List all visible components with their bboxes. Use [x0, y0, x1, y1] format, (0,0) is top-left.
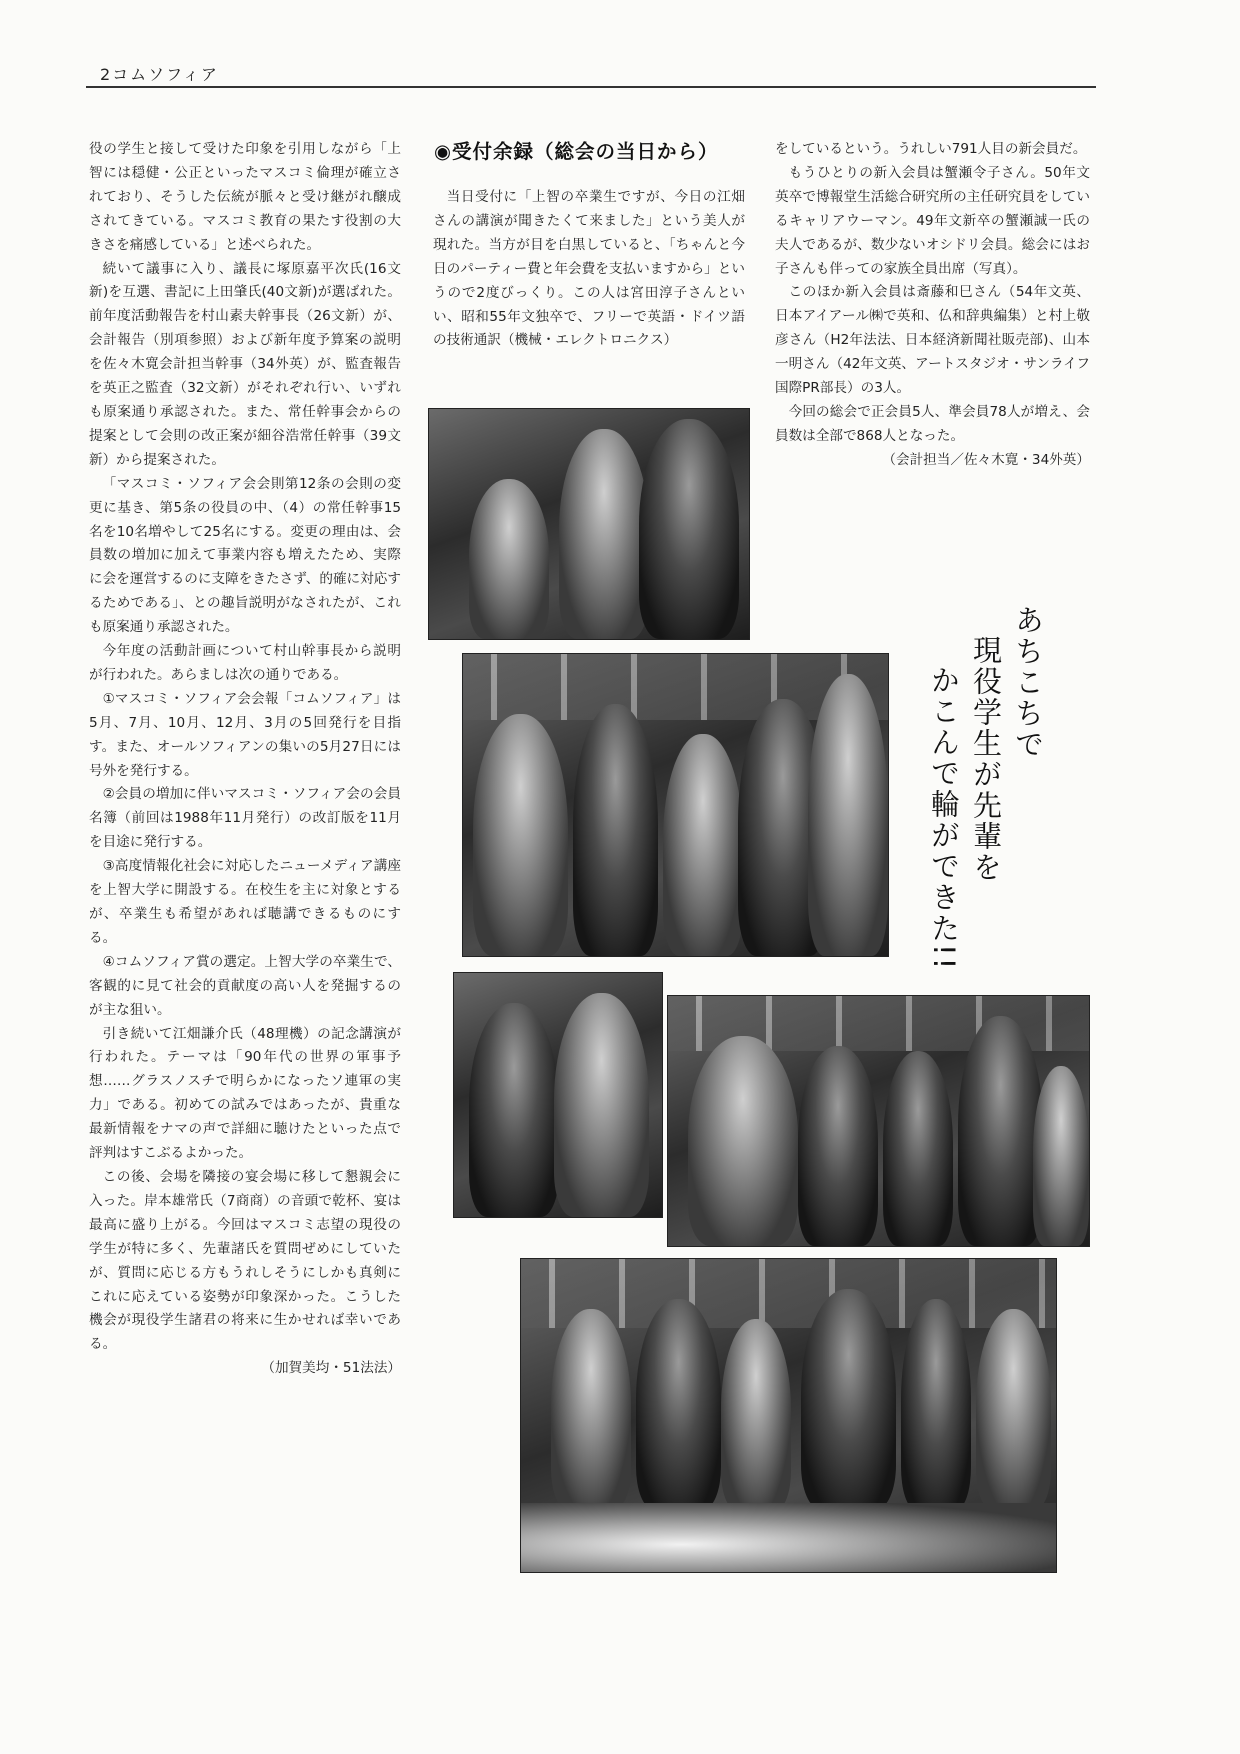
header-rule [86, 86, 1096, 88]
paragraph: ②会員の増加に伴いマスコミ・ソフィア会の会員名簿（前回は1988年11月発行）の改訂版を11月を目途に発行する。 [89, 786, 401, 851]
paragraph: 続いて議事に入り、議長に塚原嘉平次氏(16文新)を互選、書記に上田肇氏(40文新)が選ばれた。前年度活動報告を村山素夫幹事長（26文新）が、会計報告（別項参照）および新年度予算案の説明を佐々木寛会計担当幹事（34外英）が、監査報告を英正之監査（32文新）がそれぞれ行い、いずれも原案通り承認された。また、常任幹事会からの提案として会則の改正案が細谷浩常任幹事（39文新）から提案された。 [89, 260, 401, 468]
column-2 [433, 186, 745, 353]
section-title: ◉受付余録（総会の当日から） [434, 140, 719, 163]
photo-banquet [520, 1258, 1057, 1573]
paragraph: ③高度情報化社会に対応したニューメディア講座を上智大学に開設する。在校生を主に対象とするが、卒業生も希望があれば聴講できるものにする。 [89, 858, 401, 946]
photo-seniors-students [667, 995, 1090, 1247]
paragraph: ①マスコミ・ソフィア会会報「コムソフィア」は5月、7月、10月、12月、3月の5回発行を目指す。また、オールソフィアンの集いの5月27日には号外を発行する。 [89, 690, 401, 779]
photo-conversation [453, 972, 663, 1218]
paragraph: 今年度の活動計画について村山幹事長から説明が行われた。あらましは次の通りである。 [89, 643, 401, 683]
author-signature: （会計担当／佐々木寛・34外英） [882, 451, 1090, 468]
paragraph: このほか新入会員は斎藤和巳さん（54年文英、日本アイアール㈱で英和、仏和辞典編集）と村上敬彦さん（H2年法法、日本経済新聞社販売部)、山本一明さん（42年文英、アートスタジオ・サンライフ国際PR部長）の3人。 [775, 284, 1090, 397]
author-signature: （加賀美均・51法法） [261, 1360, 401, 1377]
paragraph: 引き続いて江畑謙介氏（48理機）の記念講演が行われた。テーマは「90年代の世界の軍事予想……グラスノスチで明らかになったソ連軍の実力」である。初めての試みではあったが、貴重な最新情報をナマの声で詳細に聴けたといった点で評判はすこぶるよかった。 [89, 1025, 401, 1162]
photo-caption [905, 605, 1045, 972]
paragraph: ④コムソフィア賞の選定。上智大学の卒業生で、客観的に見て社会的貢献度の高い人を発掘するのが主な狙い。 [89, 953, 401, 1018]
paragraph: もうひとりの新入会員は蟹瀬令子さん。50年文英卒で博報堂生活総合研究所の主任研究員をしているキャリアウーマン。49年文新卒の蟹瀬誠一氏の夫人であるが、数少ないオシドリ会員。総会にはお子さんも伴っての家族全員出席（写真）。 [775, 164, 1090, 277]
paragraph: 「マスコミ・ソフィア会会則第12条の会則の変更に基き、第5条の役員の中、（4）の常任幹事15名を10名増やして25名にする。変更の理由は、会員数の増加に加えて事業内容も増えたため、実際に会を運営するのに支障をきたさず、的確に対応するためである」、との趣旨説明がなされたが、これも原案通り承認された。 [89, 475, 401, 636]
column-1 [89, 138, 401, 1381]
caption-line: あちこちで [1011, 605, 1045, 760]
caption-line: かこんで輪ができた!! [927, 665, 961, 972]
paragraph: この後、会場を隣接の宴会場に移して懇親会に入った。岸本雄常氏（7商商）の音頭で乾杯、宴は最高に盛り上がる。今回はマスコミ志望の現役の学生が特に多く、先輩諸氏を質問ぜめにしていたが、質問に応じる方もうれしそうにしかも真剣にこれに応えている姿勢が印象深かった。こうした機会が現役学生諸君の将来に生かせれば幸いである。 [89, 1168, 401, 1353]
photo-students-crowd [462, 653, 889, 957]
column-3 [775, 138, 1090, 473]
paragraph: 今回の総会で正会員5人、準会員78人が増え、会員数は全部で868人となった。 [775, 403, 1090, 444]
page-header: 2コムソフィア [100, 65, 219, 84]
caption-line: 現役学生が先輩を [969, 635, 1003, 883]
paragraph: 当日受付に「上智の卒業生ですが、今日の江畑さんの講演が聞きたくて来ました」という美人が現れた。当方が目を白黒していると、「ちゃんと今日のパーティー費と年会費を支払いますから」というので2度びっくり。この人は宮田淳子さんといい、昭和55年文独卒で、フリーで英語・ドイツ語の技術通訳（機械・エレクトロニクス） [433, 189, 745, 349]
paragraph: をしているという。うれしい791人目の新会員だ。 [775, 141, 1087, 157]
photo-family [428, 408, 750, 640]
paragraph: 役の学生と接して受けた印象を引用しながら「上智には穏健・公正といったマスコミ倫理が確立されており、そうした伝統が脈々と受け継がれ醸成されてきている。マスコミ教育の果たす役割の大きさを痛感している」と述べられた。 [89, 141, 401, 253]
